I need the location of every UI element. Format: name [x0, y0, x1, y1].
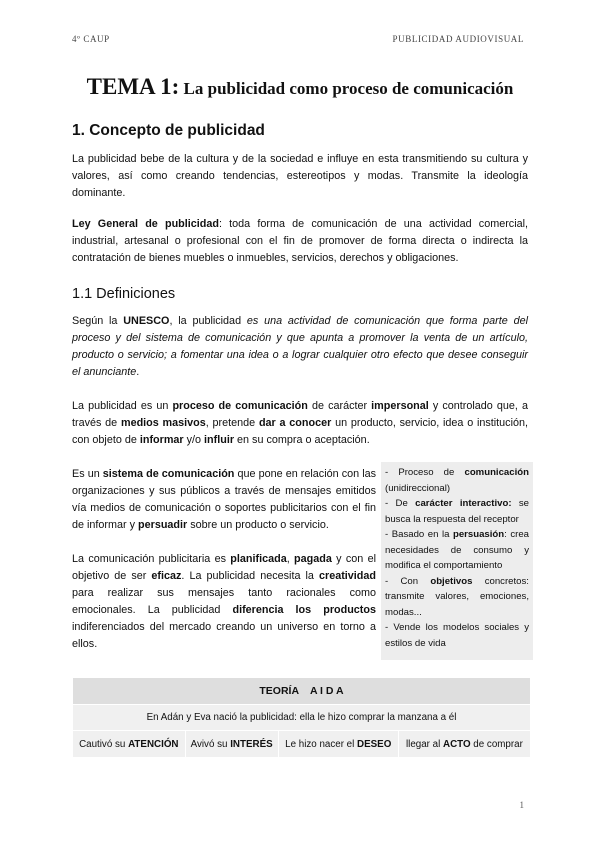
- sidebox-item: [385, 496, 529, 527]
- text-run-bold: comunicación: [464, 467, 529, 478]
- header-subject: PUBLICIDAD AUDIOVISUAL: [392, 34, 524, 44]
- text-run-bold: sistema de comunicación: [102, 468, 235, 480]
- unesco-definition: es una actividad de comunicación que forma parte del proceso y del sistema de comunicación y que apunta a promover la venta de un artículo, producto o servicio; a fomentar una idea o a lograr cualquier otro efecto que desee conseguir el anunciante: [72, 315, 528, 378]
- text-run: llegar al: [405, 738, 443, 750]
- text-run-bold: creatividad: [318, 570, 376, 582]
- text-run: - Proceso de: [385, 467, 465, 478]
- aida-header: TEORÍA A I D A: [73, 678, 531, 705]
- text-run: que pone en relación con las organizaciones y sus públicos a través de mensajes emitidos vía medios de comunicación o soportes publicitarios con el fin de informar y: [72, 468, 376, 531]
- ley-general-definition: : toda forma de comunicación de una actividad comercial, industrial, artesanal o profesional con el fin de promover de forma directa o indirecta la contratación de bienes muebles o inmuebles, servicios, derechos y obligaciones.: [72, 218, 528, 264]
- text-run: - Con: [385, 575, 431, 587]
- section-heading-definiciones: 1.1 Definiciones: [72, 286, 176, 302]
- text-run-bold: DESEO: [357, 738, 392, 750]
- sidebox-item: [385, 527, 529, 574]
- text-run: La publicidad es un: [72, 400, 173, 412]
- text-run: un producto, servicio, idea o institución, con objeto de: [72, 417, 528, 446]
- text-run-bold: persuadir: [138, 519, 188, 531]
- text-run: (unidireccional): [385, 482, 451, 494]
- text-run-bold: dar a conocer: [258, 417, 332, 429]
- text-run: : crea necesidades de consumo y modifica el comportamiento: [385, 529, 529, 571]
- text-run: - De: [385, 498, 416, 509]
- title-prefix: TEMA 1:: [86, 74, 180, 99]
- text-run-bold: persuasión: [452, 529, 505, 540]
- title-text: La publicidad como proceso de comunicación: [179, 79, 514, 98]
- page-number: 1: [519, 800, 524, 810]
- text-run-bold: ACTO: [443, 738, 471, 750]
- text-run: y con el objetivo de ser: [72, 553, 376, 582]
- text-run-bold: carácter interactivo:: [415, 498, 512, 509]
- aida-table: [72, 677, 531, 758]
- header-course: 4º CAUP: [72, 34, 110, 44]
- sidebox-item: [385, 574, 529, 621]
- text-run: Según la: [72, 315, 124, 327]
- text-run-bold: impersonal: [371, 400, 429, 412]
- text-run-bold: eficaz: [151, 570, 182, 582]
- text-run-bold: diferencia los productos: [232, 604, 376, 616]
- text-run: , la publicidad: [169, 315, 247, 327]
- text-run: sobre un producto o servicio.: [187, 519, 329, 531]
- aida-cell-interes: [185, 731, 278, 758]
- text-run: concretos: transmite valores, emociones, modas...: [385, 575, 529, 618]
- text-run: Avivó su: [190, 738, 231, 750]
- text-run: .: [136, 366, 140, 378]
- text-run: - Vende los modelos sociales y estilos de vida: [385, 622, 529, 649]
- text-run: . La publicidad necesita la: [181, 570, 319, 582]
- text-run-bold: informar: [139, 434, 184, 446]
- text-run-bold: objetivos: [430, 575, 473, 587]
- text-run: Es un: [72, 468, 103, 480]
- text-run: Cautivó su: [79, 738, 129, 750]
- text-run: de comprar: [470, 738, 523, 750]
- characteristics-sidebox: [381, 462, 533, 660]
- text-run: indiferenciados del mercado creando un universo en torno a ellos.: [72, 621, 376, 650]
- sidebox-item: [385, 465, 529, 496]
- text-run: y controlado que, a través de: [72, 400, 529, 429]
- text-run: de carácter: [307, 400, 372, 412]
- ley-general-term: Ley General de publicidad: [72, 218, 219, 230]
- text-run: - Basado en la: [385, 529, 453, 540]
- aida-caption: En Adán y Eva nació la publicidad: ella le hizo comprar la manzana a él: [73, 705, 531, 731]
- page-title: [0, 74, 600, 100]
- text-run-bold: INTERÉS: [230, 738, 273, 750]
- paragraph-sistema: [72, 466, 376, 534]
- aida-cell-atencion: [73, 731, 186, 758]
- text-run: se busca la respuesta del receptor: [385, 498, 529, 525]
- text-run: La comunicación publicitaria es: [72, 553, 231, 565]
- text-run: para realizar sus mensajes tanto racionales como emocionales. La publicidad: [72, 587, 376, 616]
- text-run: Le hizo nacer el: [285, 738, 358, 750]
- text-run-bold: medios masivos: [120, 417, 206, 429]
- text-run-bold: pagada: [294, 553, 332, 565]
- paragraph-planificada: [72, 551, 376, 653]
- text-run: ,: [286, 553, 295, 565]
- text-run-bold: proceso de comunicación: [172, 400, 308, 412]
- sidebox-item: [385, 620, 529, 651]
- text-run: en su compra o aceptación.: [234, 434, 370, 446]
- aida-cell-acto: [398, 731, 530, 758]
- text-run-bold: ATENCIÓN: [128, 738, 179, 750]
- text-run: , pretende: [205, 417, 259, 429]
- section-heading-concepto: 1. Concepto de publicidad: [72, 122, 265, 139]
- text-run-bold: influir: [204, 434, 235, 446]
- paragraph-proceso: [72, 398, 528, 449]
- paragraph-cultura: La publicidad bebe de la cultura y de la sociedad e influye en esta transmitiendo su cultura y valores, así como creando tendencias, estereotipos y modas. Transmite la ideología dominante.: [72, 153, 528, 199]
- paragraph-ley-general: [72, 216, 528, 267]
- paragraph-unesco: [72, 313, 528, 381]
- text-run: y/o: [183, 434, 205, 446]
- aida-cell-deseo: [278, 731, 398, 758]
- text-run-bold: UNESCO: [123, 315, 170, 327]
- text-run-bold: planificada: [230, 553, 287, 565]
